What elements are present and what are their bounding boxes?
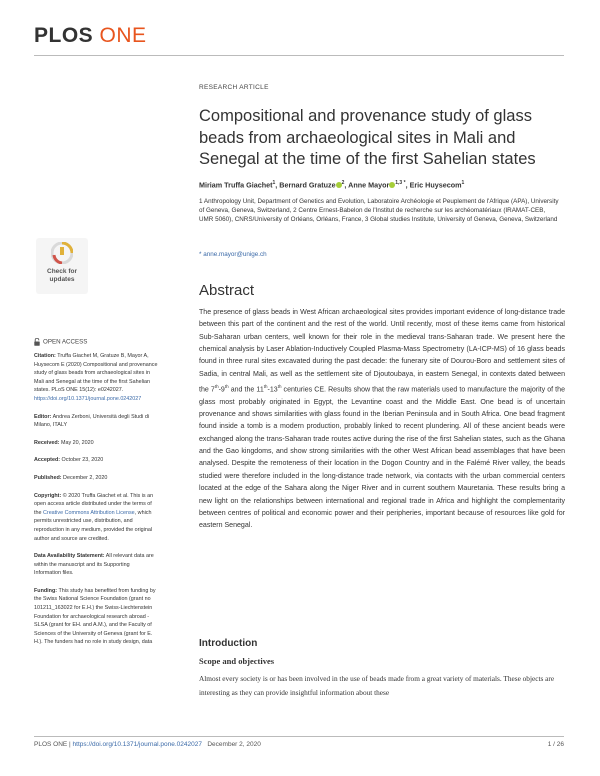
author-name[interactable]: Anne Mayor [348, 180, 390, 190]
scope-subheading: Scope and objectives [199, 656, 275, 666]
data-availability-block: Data Availability Statement: All relevant data are within the manuscript and its Supporting Information files. [34, 553, 154, 577]
author-name[interactable]: Eric Huysecom [409, 180, 462, 190]
author-affil: 1,3 * [395, 180, 406, 186]
affiliations: 1 Anthropology Unit, Department of Genetics and Evolution, Laboratoire Archéologie et Peuplement de l'Afrique (APA), University of Geneva, Geneva, Switzerland, 2 Centre Ernest-Babelon de l'Institut de recherche sur les archéomatériaux (IRAMAT-CEB, UMR 5060), CNRS/University of Orléans, Orléans, France, 3 Global studies Institute, University of Geneva, Geneva, Switzerland [199, 198, 559, 224]
author-affil: 1 [272, 180, 276, 186]
citation-doi-link[interactable]: https://doi.org/10.1371/journal.pone.0242027 [34, 395, 142, 402]
license-link[interactable]: Creative Commons Attribution License [43, 509, 135, 516]
footer-divider [34, 736, 564, 737]
footer-journal: PLOS ONE [34, 741, 68, 748]
check-for-updates-badge[interactable] [36, 238, 88, 294]
article-type: RESEARCH ARTICLE [199, 84, 269, 91]
footer-doi-link[interactable]: https://doi.org/10.1371/journal.pone.0242027 [72, 741, 202, 748]
abstract-heading: Abstract [199, 282, 255, 299]
open-lock-icon [34, 338, 40, 346]
footer-date: December 2, 2020 [207, 741, 261, 748]
page-number: 1 / 26 [547, 741, 564, 748]
article-info-sidebar [34, 352, 158, 656]
copyright-block: Copyright: © 2020 Truffa Giachet et al. This is an open access article distributed under the terms of the Creative Commons Attribution License, which permits unrestricted use, distribution, and reproduction in any medium, provided the original author and source are credited. [34, 492, 154, 542]
check-updates-label: Check for updates [47, 268, 77, 283]
corresponding-email[interactable]: * anne.mayor@unige.ch [199, 251, 267, 258]
check-updates-icon [51, 242, 73, 264]
received-date: Received: May 20, 2020 [34, 439, 94, 446]
logo-plos: PLOS [34, 24, 94, 47]
introduction-heading: Introduction [199, 638, 258, 649]
logo-one: ONE [99, 24, 147, 47]
header-divider [34, 55, 564, 56]
author-affil: 1 [461, 180, 465, 186]
funding-block: Funding: This study has benefited from funding by the Swiss National Science Foundation (grant no 101211_163022 for E.H.) the Swiss-Liechtenstein Foundation for archaeological research abroad - SLSA (grant for EH. and A.M.), and the Faculty of Sciences of the University of Geneva (grant for E. H.). The funders had no role in study design, data [34, 587, 156, 646]
journal-logo [34, 24, 147, 48]
author-name[interactable]: Miriam Truffa Giachet [199, 180, 273, 190]
published-date: Published: December 2, 2020 [34, 474, 108, 481]
page-footer: PLOS ONE | https://doi.org/10.1371/journal.pone.0242027 December 2, 2020 [34, 741, 261, 748]
author-list: Miriam Truffa Giachet$^1$, Bernard Gratuze $^2$, Anne Mayor $^{1,3 *}$, Eric Huysecom$^1$ [199, 180, 465, 190]
abstract-body: The presence of glass beads in West African archaeological sites provides important evidence of long-distance trade between this part of the continent and the rest of the world. Until recently, most of these items came from historical Sub-Saharan urban centers, well known for their role in the medieval trans-Saharan trade. We present here the chemical analysis by Laser Ablation-Inductively Coupled Plasma-Mass Spectrometry (LA-ICP-MS) of 16 glass beads found in three rural sites excavated during the past decade: the funerary site of Dourou-Boro and settlement sites of Sadia, in central Mali, as well as the settlement site of Djoutoubaya, in eastern Senegal, in contexts dated between the 7th-9th and the 11th-13th centuries CE. Results show that the raw materials used to manufacture the majority of the glass most probably originated in Egypt, the Levantine coast and the Middle East. One bead is of uncertain provenance and shows similarities with glass found in the Iberian Peninsula and in South Africa. One bead fragment found inside a tomb is a modern production, probably linked to recent plundering. All of these ancient beads were exchanged along the trans-Saharan trade routes active during the rise of the first Sahelian states, such as the Ghana and the Gao kingdoms, and show strong similarities with the other West African bead assemblages that have been analysed. Despite the remoteness of their location in the Dogon Country and in the Falémé River valley, the beads studied were therefore included in the long-distance trade network, via contacts with the urban commercial centers located at the edge of the Sahara along the Niger River and in current southern Mauretania. These results bring a new light on the relationships between international and regional trade in Africa and highlight the complementarity between centres of political and economic power and their peripheries, important because of resources like gold for eastern Senegal. [199, 309, 565, 530]
author-affil: 2 [341, 180, 345, 186]
introduction-text: Almost every society is or has been involved in the use of beads made from a great variety of materials. These objects are interesting as they can provide insightful information about these [199, 674, 555, 697]
open-access-label: OPEN ACCESS [34, 338, 87, 346]
article-title: Compositional and provenance study of glass beads from archaeological sites in Mali and Senegal at the time of the first Sahelian states [199, 107, 536, 168]
editor-block: Editor: Andrea Zerboni, Università degli Studi di Milano, ITALY [34, 413, 150, 429]
author-name[interactable]: Bernard Gratuze [279, 180, 336, 190]
accepted-date: Accepted: October 23, 2020 [34, 457, 104, 464]
citation-block: Citation: Truffa Giachet M, Gratuze B, Mayor A, Huysecom E (2020) Compositional and provenance study of glass beads from archaeological sites in Mali and Senegal at the time of the first Sahelian states. PLoS ONE 15(12): e0242027. https://doi.org/10.1371/journal.pone.0242027 [34, 353, 158, 402]
